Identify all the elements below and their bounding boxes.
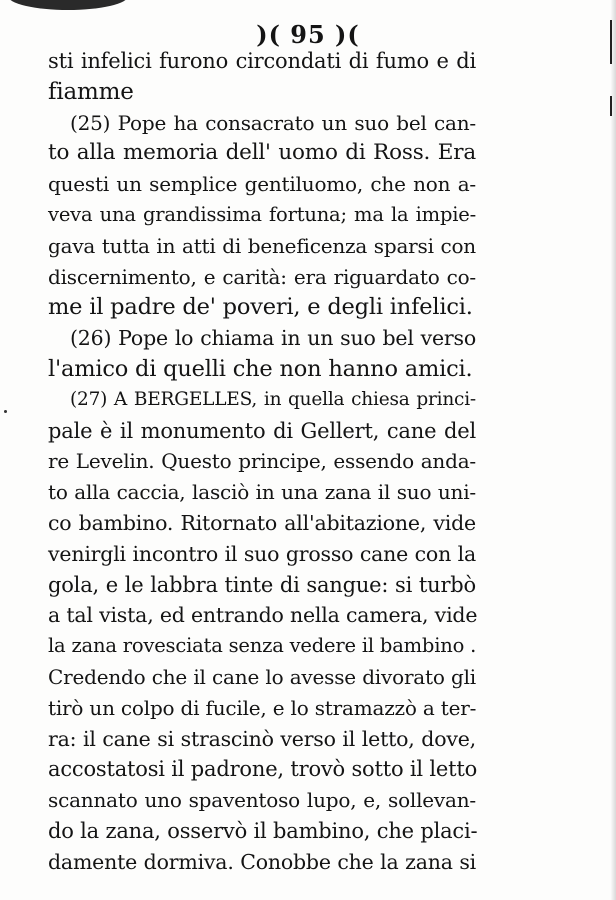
footnote-27-start: (27) A BERGELLES, in quella chiesa princi- [70, 388, 476, 410]
text-line: discernimento, e carità: era riguardato co- [48, 264, 476, 289]
text-line: scannato uno spaventoso lupo, e, sollevan- [48, 788, 476, 813]
page-edge [610, 0, 616, 900]
scan-smudge [8, 0, 128, 10]
text-line: accostatosi il padrone, trovò sotto il letto [48, 757, 478, 782]
text-line: fiamme [48, 78, 134, 105]
text-line: me il padre de' poveri, e degli infelici. [48, 294, 473, 321]
text-line: gola, e le labbra tinte di sangue: si turbò [48, 572, 476, 597]
text-line: pale è il monumento di Gellert, cane del [48, 418, 476, 443]
text-line: to alla memoria dell' uomo di Ross. Era [48, 140, 476, 166]
edge-mark [610, 96, 612, 116]
page-number: )( 95 )( [256, 20, 360, 49]
text-line: sti infelici furono circondati di fumo e di [48, 49, 476, 73]
text-line: co bambino. Ritornato all'abitazione, vide [48, 510, 476, 535]
footnote-25-start: (25) Pope ha consacrato un suo bel can- [70, 110, 476, 135]
text-line: to alla caccia, lasciò in una zana il suo uni- [48, 480, 476, 505]
text-line: damente dormiva. Conobbe che la zana si [48, 849, 476, 874]
text-line: Credendo che il cane lo avesse divorato gli [48, 664, 476, 689]
text-line: do la zana, osservò il bambino, che placi- [48, 818, 478, 843]
scan-speck [4, 410, 7, 413]
text-line: a tal vista, ed entrando nella camera, vide [48, 603, 478, 628]
text-line: re Levelin. Questo principe, essendo anda- [48, 449, 476, 474]
text-line: ra: il cane si strascinò verso il letto, dove, [48, 726, 476, 751]
text-line: veva una grandissima fortuna; ma la impie- [48, 202, 476, 226]
text-line: venirgli incontro il suo grosso cane con la [48, 541, 476, 566]
footnote-26-start: (26) Pope lo chiama in un suo bel verso [70, 326, 476, 351]
text-line: questi un semplice gentiluomo, che non a- [48, 172, 476, 197]
text-line: la zana rovesciata senza vedere il bambino . [48, 634, 477, 658]
text-line: l'amico di quelli che non hanno amici. [48, 355, 473, 382]
body-text [48, 46, 476, 878]
text-line: tirò un colpo di fucile, e lo stramazzò a ter- [48, 695, 477, 720]
text-line: gava tutta in atti di beneficenza sparsi con [48, 233, 476, 258]
